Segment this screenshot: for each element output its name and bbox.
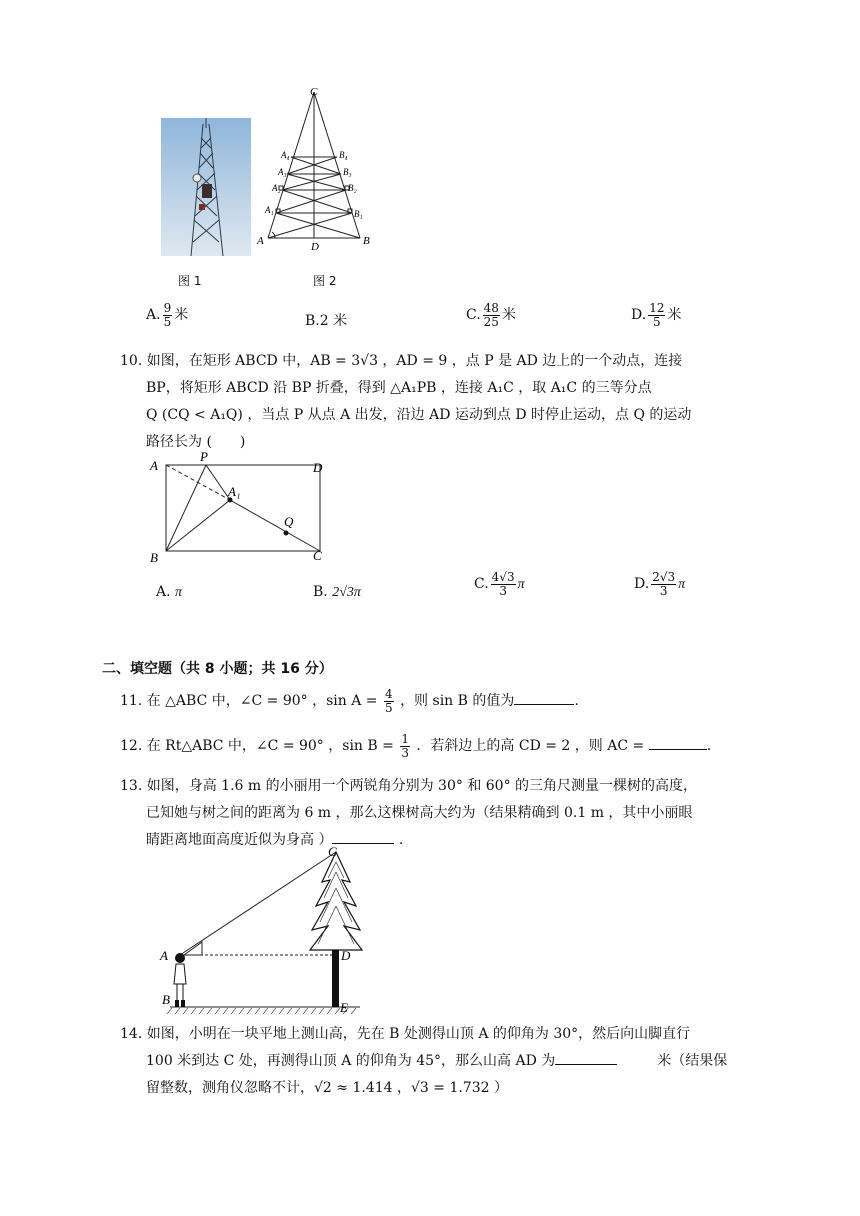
label-a1: A₁ [228, 484, 241, 499]
label-b: B [363, 235, 370, 247]
q10-option-d: D. $\frac{2√3}{3}$ π [634, 570, 686, 598]
fig2-caption: 图 2 [313, 274, 337, 288]
q13-line2: 已知她与树之间的距离为 6 m ，那么这棵树高大约为（结果精确到 0.1 m ，其中小丽眼 [146, 805, 693, 821]
label-d: D [341, 948, 351, 963]
q13-line1: 13. 如图，身高 1.6 m 的小丽用一个两锐角分别为 30° 和 60° 的三角尺测量一棵树的高度， [120, 778, 698, 794]
tower-photo-drawing [161, 118, 251, 256]
section-title: 二、填空题（共 8 小题；共 16 分） [102, 661, 333, 677]
q9-option-b: B.2 米 [305, 313, 348, 329]
q12: 12. 在 Rt△ABC 中，∠C = 90° ，sin B = $\frac{1}{3}$ ．若斜边上的高 CD = 2 ，则 AC = . [120, 732, 712, 760]
label-a2: A₂ [272, 183, 281, 193]
label-q: Q [284, 514, 294, 529]
label-b: B [162, 992, 170, 1007]
q10-line1: 10. 如图，在矩形 ABCD 中，AB = 3√3 ，AD = 9 ，点 P 是 AD 边上的一个动点，连接 [120, 353, 683, 369]
label-c: C [328, 844, 337, 859]
label-b2: B₂ [348, 183, 357, 193]
label-a: A [150, 458, 158, 473]
q10-option-b: B. 2√3π [313, 584, 361, 600]
label-a4: A₄ [281, 150, 290, 160]
q14-line1: 14. 如图，小明在一块平地上测山高，先在 B 处测得山顶 A 的仰角为 30°，然后向山脚直行 [120, 1026, 691, 1042]
tree-measurement-diagram [150, 842, 380, 1014]
q10-option-a: A. π [156, 584, 183, 600]
label-b: B [150, 550, 158, 563]
tower-photo [161, 118, 251, 256]
label-a: A [257, 235, 264, 247]
q9-option-c: C. $\frac{48}{25}$ 米 [466, 301, 516, 329]
q10-line4: 路径长为 ( ) [146, 434, 246, 450]
q14-line2: 100 米到达 C 处，再测得山顶 A 的仰角为 45°，那么山高 AD 为 米（结果保 [146, 1053, 728, 1069]
label-p: P [200, 449, 208, 464]
label-b1: B₁ [354, 209, 363, 219]
label-c: C [310, 86, 318, 98]
label-a: A [160, 948, 168, 963]
label-e: E [340, 1000, 348, 1014]
label-b4: B₄ [339, 150, 348, 160]
q10-line3: Q (CQ < A₁Q) ，当点 P 从点 A 出发，沿边 AD 运动到点 D 时停止运动，点 Q 的运动 [146, 407, 692, 423]
q11: 11. 在 △ABC 中，∠C = 90° ，sin A = $\frac{4}{5}$ ，则 sin B 的值为 . [120, 687, 579, 715]
q11-answer-blank [514, 704, 574, 705]
rectangle-fold-diagram [140, 448, 340, 563]
label-b3: B₃ [343, 167, 352, 177]
q10-option-c: C. $\frac{4√3}{3}$ π [474, 570, 525, 598]
q14-line3: 留整数，测角仪忽略不计，√2 ≈ 1.414 ，√3 = 1.732 ） [146, 1080, 508, 1096]
label-c: C [313, 548, 322, 563]
q12-answer-blank [649, 749, 707, 750]
q9-option-d: D. $\frac{12}{5}$ 米 [631, 301, 682, 329]
label-a3: A₃ [278, 167, 287, 177]
tower-diagram [250, 82, 390, 254]
q9-option-a: A. $\frac{9}{5}$ 米 [146, 301, 189, 329]
label-d: D [311, 241, 319, 253]
label-d: D [313, 460, 323, 475]
q10-line2: BP，将矩形 ABCD 沿 BP 折叠，得到 △A₁PB ，连接 A₁C ，取 A₁C 的三等分点 [146, 380, 652, 396]
q14-answer-blank [555, 1064, 617, 1065]
q13-line3: 睛距离地面高度近似为身高 ） . [146, 832, 404, 848]
label-a1: A₁ [265, 205, 274, 215]
fig1-caption: 图 1 [178, 274, 202, 288]
